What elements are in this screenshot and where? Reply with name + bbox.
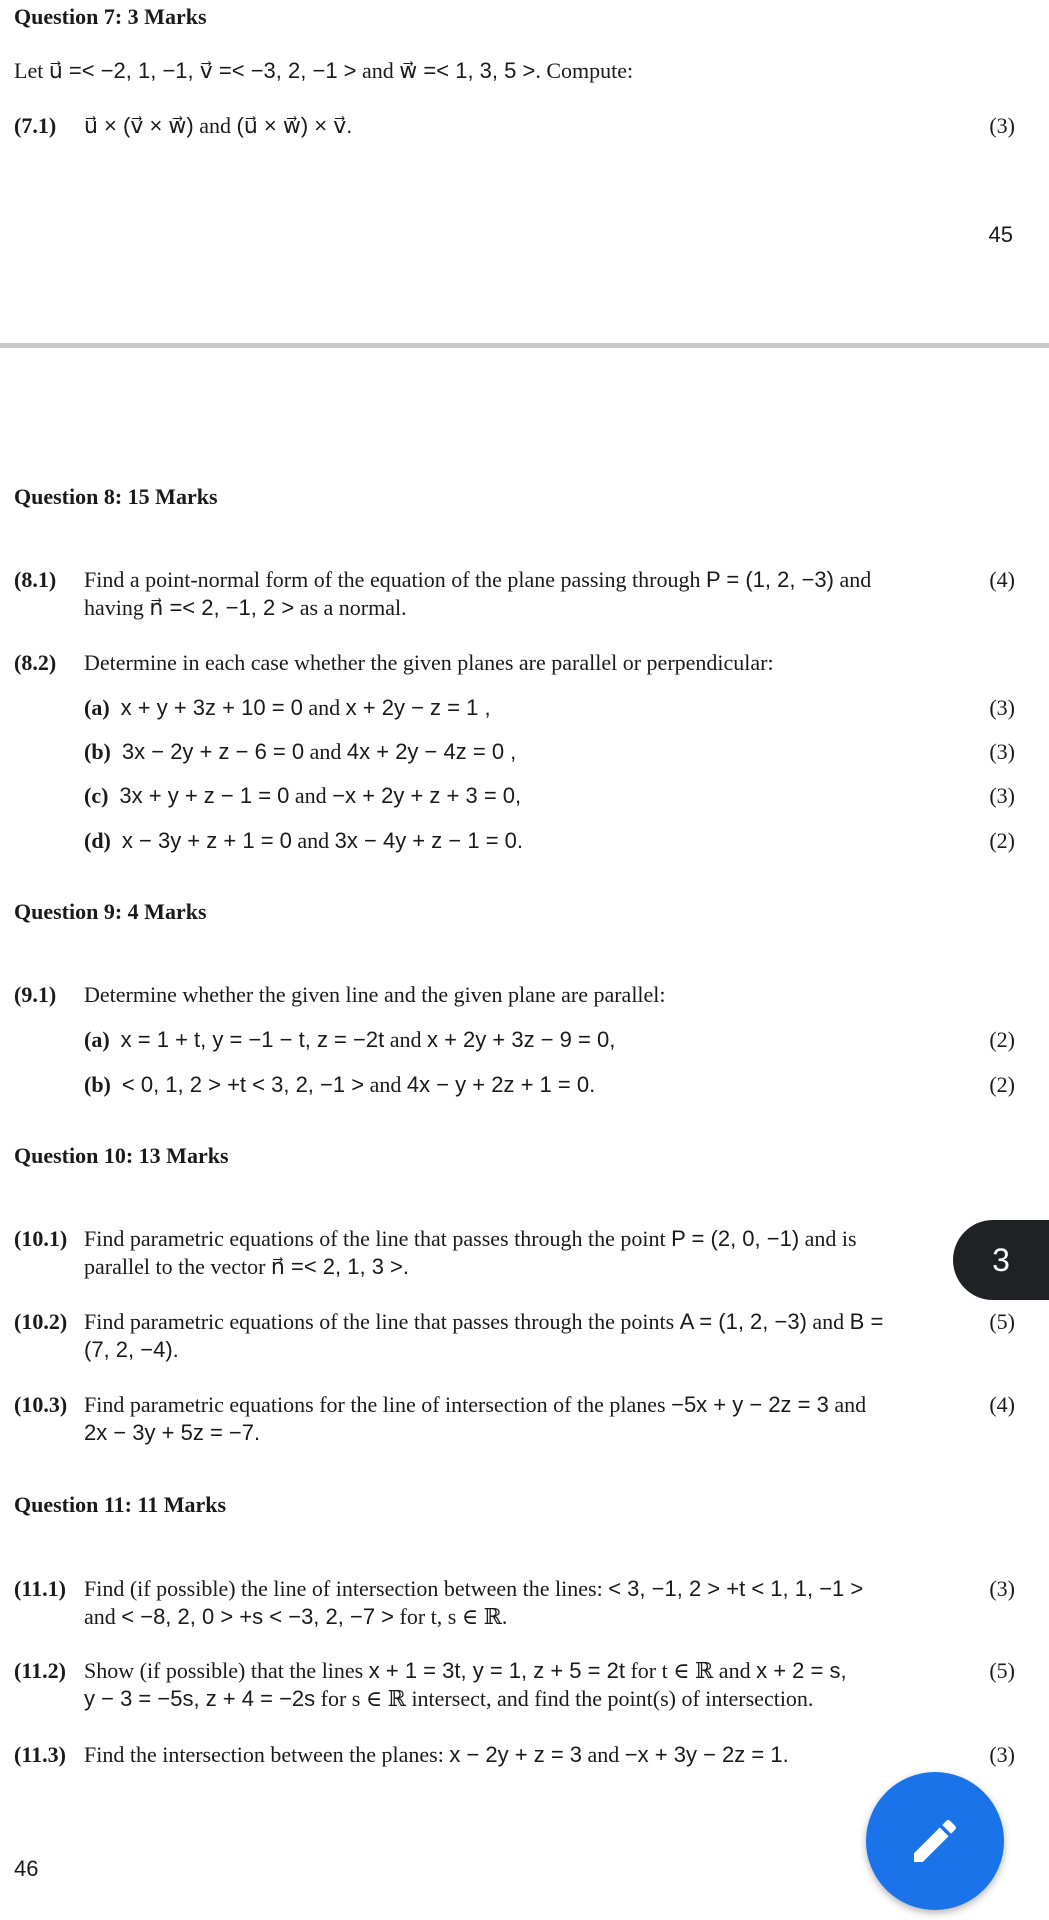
q11-3-text: Find the intersection between the planes: x − 2y + z = 3 and −x + 3y − 2z = 1.: [84, 1742, 789, 1767]
q11-1-number: (11.1): [14, 1576, 66, 1601]
q10-2-line1: Find parametric equations of the line that passes through the points A = (1, 2, −3) and B =: [84, 1309, 884, 1334]
q7-title: Question 7: 3 Marks: [14, 4, 207, 29]
q8-title: Question 8: 15 Marks: [14, 484, 218, 509]
q10-2-marks: (5): [989, 1309, 1015, 1334]
q11-1-line2: and < −8, 2, 0 > +s < −3, 2, −7 > for t, s ∈ ℝ.: [84, 1604, 508, 1629]
page-badge[interactable]: 3: [953, 1220, 1049, 1300]
q9-title: Question 9: 4 Marks: [14, 899, 207, 924]
q8-1-marks: (4): [989, 567, 1015, 592]
q11-3-number: (11.3): [14, 1742, 66, 1767]
q10-title: Question 10: 13 Marks: [14, 1143, 229, 1168]
q11-2-number: (11.2): [14, 1658, 66, 1683]
q7-1-marks: (3): [989, 113, 1015, 138]
q8-2c-marks: (3): [989, 783, 1015, 808]
q11-title: Question 11: 11 Marks: [14, 1492, 227, 1517]
q9-1b-marks: (2): [989, 1072, 1015, 1097]
q9-1a: (a) x = 1 + t, y = −1 − t, z = −2t and x + 2y + 3z − 9 = 0,: [84, 1027, 616, 1052]
q7-intro: Let u⃗ =< −2, 1, −1, v⃗ =< −3, 2, −1 > and w⃗ =< 1, 3, 5 >. Compute:: [14, 58, 634, 83]
page-number-45: 45: [988, 222, 1013, 247]
q8-2b-marks: (3): [989, 739, 1015, 764]
q11-1-marks: (3): [989, 1576, 1015, 1601]
q11-2-marks: (5): [989, 1658, 1015, 1683]
q8-1-line2: having n⃗ =< 2, −1, 2 > as a normal.: [84, 595, 407, 620]
q8-1-number: (8.1): [14, 567, 57, 592]
q8-2d: (d) x − 3y + z + 1 = 0 and 3x − 4y + z − 1 = 0.: [84, 828, 523, 853]
q11-2-line1: Show (if possible) that the lines x + 1 = 3t, y = 1, z + 5 = 2t for t ∈ ℝ and x + 2 = s,: [84, 1658, 847, 1683]
page-number-46: 46: [14, 1856, 39, 1881]
q8-2-number: (8.2): [14, 650, 57, 675]
q11-2-line2: y − 3 = −5s, z + 4 = −2s for s ∈ ℝ intersect, and find the point(s) of intersection.: [84, 1686, 814, 1711]
q10-2-line2: (7, 2, −4).: [84, 1337, 179, 1362]
q8-2b: (b) 3x − 2y + z − 6 = 0 and 4x + 2y − 4z = 0 ,: [84, 739, 517, 764]
q7-vectors-uv: u⃗ =< −2, 1, −1, v⃗ =< −3, 2, −1 >: [48, 58, 357, 83]
q9-1b: (b) < 0, 1, 2 > +t < 3, 2, −1 > and 4x − y + 2z + 1 = 0.: [84, 1072, 596, 1097]
q10-3-number: (10.3): [14, 1392, 68, 1417]
q7-vector-w: w⃗ =< 1, 3, 5 >: [399, 58, 536, 83]
q7-1-number: (7.1): [14, 113, 57, 138]
q10-1-line2: parallel to the vector n⃗ =< 2, 1, 3 >.: [84, 1254, 410, 1279]
q8-2-text: Determine in each case whether the given planes are parallel or perpendicular:: [84, 650, 774, 675]
q10-3-marks: (4): [989, 1392, 1015, 1417]
q11-1-line1: Find (if possible) the line of intersection between the lines: < 3, −1, 2 > +t < 1, 1, −1 >: [84, 1576, 864, 1601]
q10-1-number: (10.1): [14, 1226, 68, 1251]
q8-2d-marks: (2): [989, 828, 1015, 853]
q11-3-marks: (3): [989, 1742, 1015, 1767]
q7-1-text: u⃗ × (v⃗ × w⃗) and (u⃗ × w⃗) × v⃗.: [84, 113, 353, 138]
q9-1-number: (9.1): [14, 982, 57, 1007]
edit-button[interactable]: [866, 1772, 1004, 1910]
q9-1a-marks: (2): [989, 1027, 1015, 1052]
q10-3-line1: Find parametric equations for the line of intersection of the planes −5x + y − 2z = 3 and: [84, 1392, 867, 1417]
q10-3-line2: 2x − 3y + 5z = −7.: [84, 1420, 261, 1445]
pencil-icon: [907, 1813, 963, 1869]
q8-2a: (a) x + y + 3z + 10 = 0 and x + 2y − z = 1 ,: [84, 695, 491, 720]
q8-1-line1: Find a point-normal form of the equation of the plane passing through P = (1, 2, −3) and: [84, 567, 872, 592]
q10-1-line1: Find parametric equations of the line that passes through the point P = (2, 0, −1) and is: [84, 1226, 857, 1251]
q8-2a-marks: (3): [989, 695, 1015, 720]
q9-1-text: Determine whether the given line and the given plane are parallel:: [84, 982, 666, 1007]
q8-2c: (c) 3x + y + z − 1 = 0 and −x + 2y + z + 3 = 0,: [84, 783, 522, 808]
page-divider: [0, 343, 1049, 348]
q10-2-number: (10.2): [14, 1309, 68, 1334]
